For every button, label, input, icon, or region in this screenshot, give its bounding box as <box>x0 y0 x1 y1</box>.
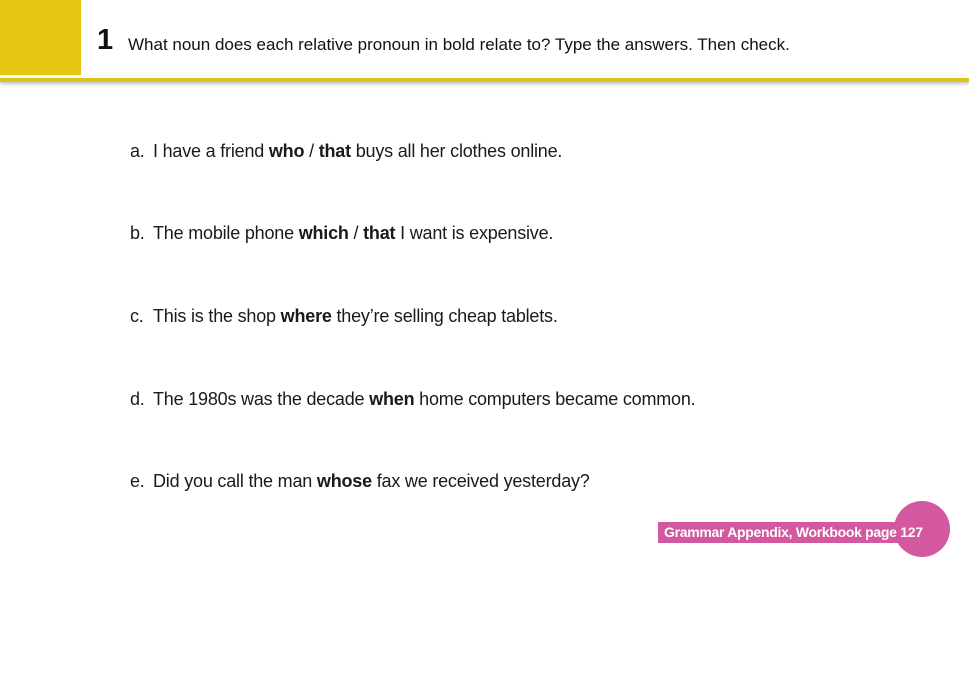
relative-pronoun: which <box>298 223 349 243</box>
sentence-text: / <box>304 141 319 161</box>
sentence-a <box>130 140 562 162</box>
relative-pronoun: where <box>280 306 332 326</box>
header-divider <box>0 78 969 82</box>
exercise-number: 1 <box>97 24 114 56</box>
sentence-text: I have a friend <box>153 141 269 161</box>
sentence-letter: d. <box>130 389 145 409</box>
sentence-e <box>130 470 590 492</box>
sentence-b <box>130 222 553 244</box>
sentence-text: home computers became common. <box>414 389 696 409</box>
relative-pronoun: when <box>369 389 415 409</box>
grammar-appendix-link[interactable] <box>658 522 923 543</box>
sentence-text: fax we received yesterday? <box>371 471 590 491</box>
sentence-text: Did you call the man <box>153 471 317 491</box>
sentence-letter: b. <box>130 223 145 243</box>
sentence-d <box>130 388 695 410</box>
relative-pronoun: whose <box>316 471 372 491</box>
sentence-text: This is the shop <box>153 306 281 326</box>
exercise-instruction: What noun does each relative pronoun in bold relate to? Type the answers. Then check. <box>128 35 790 54</box>
sentence-letter: c. <box>130 306 144 326</box>
sentence-text: The 1980s was the decade <box>153 389 370 409</box>
sentence-letter: e. <box>130 471 145 491</box>
relative-pronoun: that <box>363 223 396 243</box>
relative-pronoun: that <box>318 141 351 161</box>
sentence-text: / <box>348 223 364 243</box>
sentence-text: they’re selling cheap tablets. <box>331 306 558 326</box>
relative-pronoun: who <box>268 141 305 161</box>
sentence-letter: a. <box>130 141 145 161</box>
sentence-text: I want is expensive. <box>395 223 554 243</box>
sentence-text: The mobile phone <box>153 223 299 243</box>
sentence-text: buys all her clothes online. <box>350 141 563 161</box>
sentence-c <box>130 305 558 327</box>
grammar-appendix-label: Grammar Appendix, Workbook page 127 <box>664 524 923 540</box>
header-accent-block <box>0 0 81 75</box>
